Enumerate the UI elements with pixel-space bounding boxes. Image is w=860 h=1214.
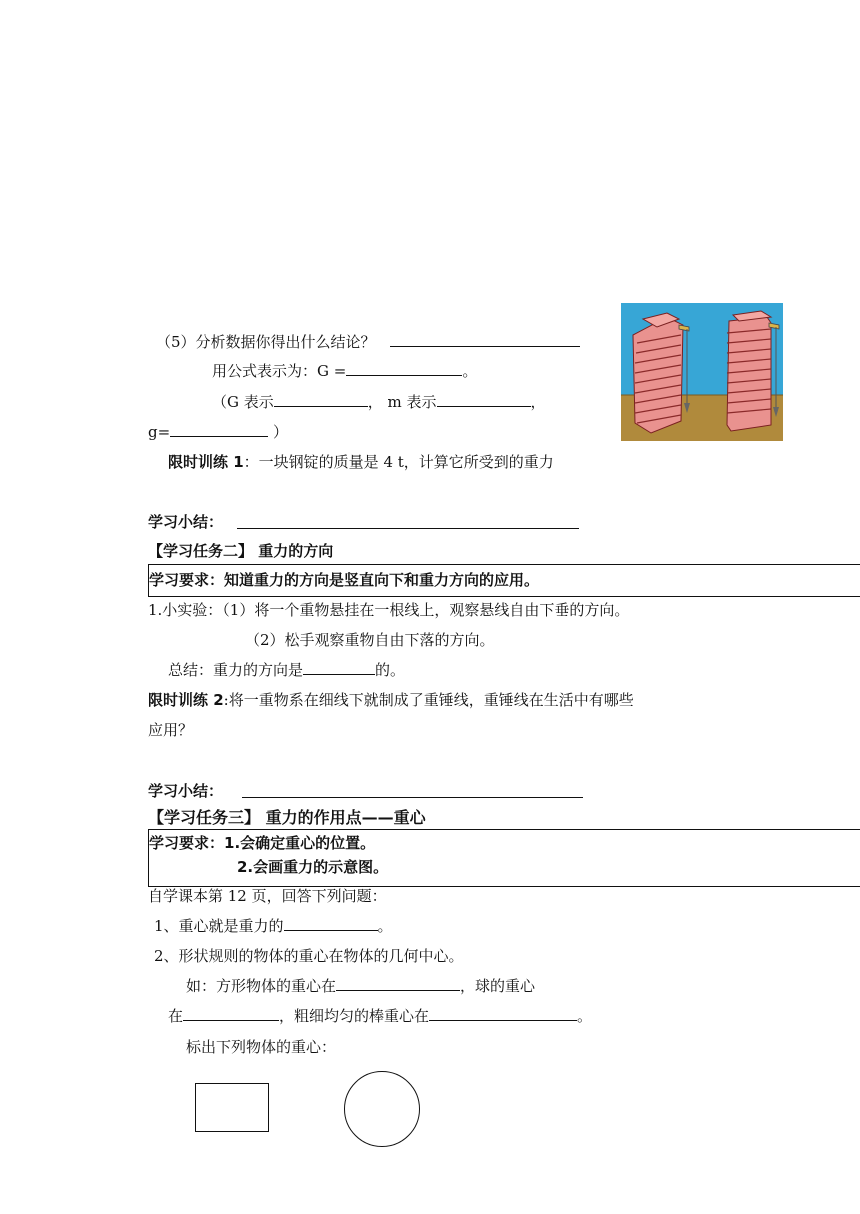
m-meaning-blank[interactable] xyxy=(437,392,531,407)
variable-meaning-line xyxy=(212,392,546,412)
task3-title: 【学习任务三】 重力的作用点——重心 xyxy=(148,808,426,827)
task2-experiment-line1: 1.小实验：（1）将一个重物悬挂在一根线上，观察悬线自由下垂的方向。 xyxy=(148,601,630,619)
task3-requirement-box xyxy=(148,829,860,887)
conclusion-suffix: 的。 xyxy=(375,661,406,679)
task2-title: 【学习任务二】 重力的方向 xyxy=(148,542,334,560)
task3-example-line1 xyxy=(186,976,535,996)
formula-suffix: 。 xyxy=(462,362,478,380)
g-meaning-blank[interactable] xyxy=(274,392,368,407)
example2-prefix: 在 xyxy=(168,1007,184,1025)
example-mid: ，球的重心 xyxy=(460,977,536,995)
summary1-blank[interactable] xyxy=(237,528,579,529)
circle-object[interactable] xyxy=(344,1071,420,1147)
training1-text: ：一块钢锭的质量是 4 t，计算它所受到的重力 xyxy=(243,453,554,471)
task3-mark-instruction: 标出下列物体的重心： xyxy=(186,1038,337,1056)
m-rep-suffix: ， xyxy=(530,393,546,411)
task2-conclusion xyxy=(168,660,405,680)
rectangle-object[interactable] xyxy=(195,1083,269,1132)
formula-blank[interactable] xyxy=(346,361,462,376)
q1-suffix: 。 xyxy=(377,917,393,935)
formula-line xyxy=(212,361,477,381)
g-value-suffix: ） xyxy=(268,423,288,441)
part5-question-text: （5）分析数据你得出什么结论？ xyxy=(156,333,376,351)
training2-line1 xyxy=(148,690,634,710)
square-center-blank[interactable] xyxy=(336,976,460,991)
g-value-line xyxy=(148,422,288,442)
rod-center-blank[interactable] xyxy=(429,1006,577,1021)
summary2-blank[interactable] xyxy=(242,797,583,798)
formula-prefix: 用公式表示为：G = xyxy=(212,362,347,380)
g-value-prefix: g= xyxy=(148,423,171,441)
training2-text1: :将一重物系在细线下就制成了重锤线，重锤线在生活中有哪些 xyxy=(223,691,634,709)
conclusion-prefix: 总结：重力的方向是 xyxy=(168,661,304,679)
task3-q1 xyxy=(154,916,393,936)
task3-requirement-line2: 2.会画重力的示意图。 xyxy=(237,858,389,876)
training1-label: 限时训练 1 xyxy=(168,453,244,471)
task3-intro: 自学课本第 12 页，回答下列问题： xyxy=(148,887,387,905)
g-rep-prefix: （G 表示 xyxy=(212,393,274,411)
task2-requirement-box xyxy=(148,564,860,597)
m-rep-prefix: ， m 表示 xyxy=(367,393,437,411)
training2-label: 限时训练 2 xyxy=(148,691,224,709)
task3-requirement-line1: 学习要求：1.会确定重心的位置。 xyxy=(149,834,376,852)
training1 xyxy=(168,452,554,472)
task3-q2: 2、形状规则的物体的重心在物体的几何中心。 xyxy=(154,947,464,965)
example2-suffix: 。 xyxy=(577,1007,593,1025)
conclusion-blank[interactable] xyxy=(390,332,580,347)
summary2-label: 学习小结： xyxy=(148,782,224,800)
training2-text2: 应用？ xyxy=(148,721,194,739)
center-of-gravity-blank[interactable] xyxy=(284,916,378,931)
g-value-blank[interactable] xyxy=(170,422,268,437)
sphere-center-blank[interactable] xyxy=(183,1006,279,1021)
part5-question xyxy=(156,332,580,352)
task2-experiment-line2: （2）松手观察重物自由下落的方向。 xyxy=(245,631,495,649)
gravity-direction-blank[interactable] xyxy=(303,660,375,675)
summary1-label: 学习小结： xyxy=(148,513,224,531)
example2-mid: ，粗细均匀的棒重心在 xyxy=(279,1007,430,1025)
example-prefix: 如：方形物体的重心在 xyxy=(186,977,337,995)
task3-example-line2 xyxy=(168,1006,592,1026)
task2-requirement: 学习要求：知道重力的方向是竖直向下和重力方向的应用。 xyxy=(149,571,540,589)
brick-walls-plumb-line-figure xyxy=(621,303,783,441)
q1-prefix: 1、重心就是重力的 xyxy=(154,917,284,935)
